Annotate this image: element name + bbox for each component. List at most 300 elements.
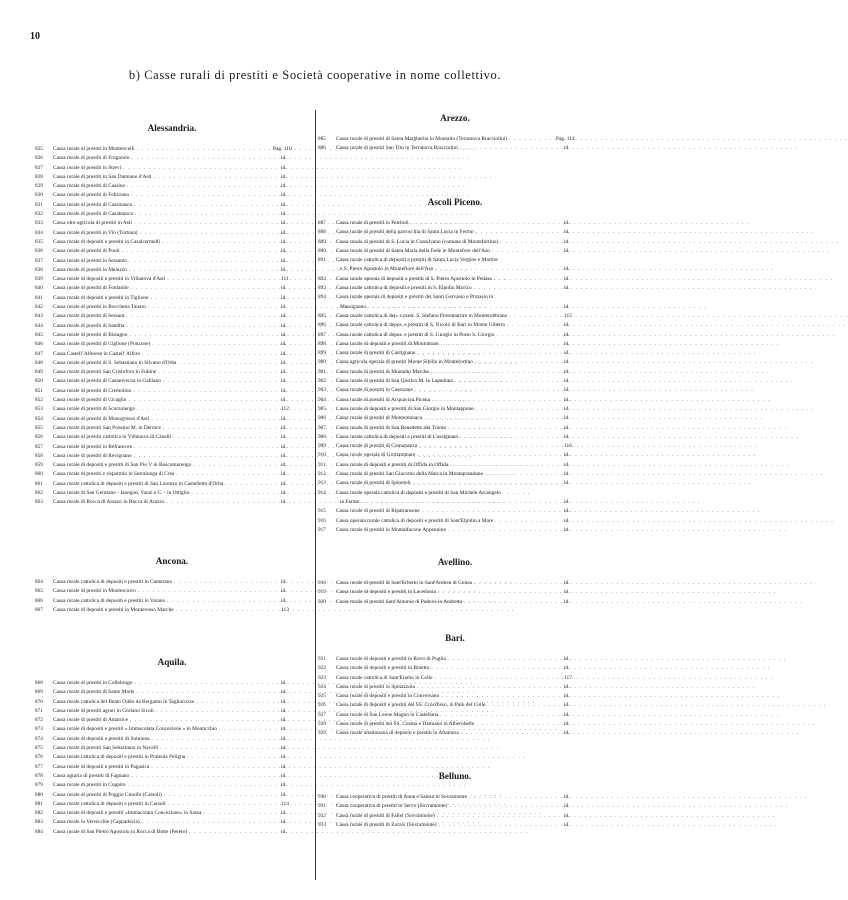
entry-page-ref: id. [564,145,570,152]
entry-page-ref: 114 [281,800,289,807]
entry-text: Cassa rurale di prestiti di Acquaviva Picena [336,396,431,403]
entry-text: Cassa rurale cattolica di depos. e prestiti di S. Giorgio in Porto S. Giorgio [336,331,495,338]
entry-text: Cassa rurale cattolica di depositi e prestiti di Santa Lucia Vergine e Martire [336,257,498,264]
entry-page-ref: id. [281,378,287,385]
entry-number: 922 [318,665,326,672]
entry-page-ref: id. [281,434,287,441]
entry-row [318,683,580,692]
entry-text: Cassa rurale di depositi e prestiti di Offida in Offida [336,461,449,468]
leader-dots [494,275,562,284]
leader-dots [123,164,279,173]
entry-page-ref: id. [281,304,287,311]
entry-row [35,698,297,707]
entry-text: Cassa rurale di prestiti San Cristoforo in Fubine [53,369,157,376]
entry-text: Cassa rurale di prestiti di Sandita [53,322,125,329]
entry-row [35,154,297,163]
entry-page-ref: id. [564,711,570,718]
leader-dots [134,443,279,452]
entry-page-ref: id. [281,745,287,752]
entry-text: Cassa rurale di prestiti di Fontanile [53,285,129,292]
entry-text: Cassa rurale di prestiti di S. Sebastiano in Silvano d'Orba [53,359,177,366]
entry-text: Cassa rurale di prestiti di Cassine [53,183,126,190]
entry-page-ref: id. [564,721,570,728]
entry-row [35,791,297,800]
leader-dots [163,377,279,386]
entry-number: 832 [35,211,43,218]
leader-dots [362,498,562,507]
entry-number: 861 [35,480,43,487]
entry-row [318,442,580,451]
entry-page-ref: id. [281,471,287,478]
entry-number: 910 [318,452,326,459]
leader-dots [137,145,271,154]
entry-text: Cassa rurale di prestiti in Sessamo [53,257,128,264]
entry-list [35,679,297,837]
entry-number: 838 [35,266,43,273]
entry-page-ref: id. [281,192,287,199]
entry-text: Cassa rurale di depositi e prestiti in Casalcermelli [53,238,161,245]
entry-row [35,725,297,734]
entry-number: 862 [35,489,43,496]
entry-page-ref: 112 [281,406,289,413]
entry-page-ref: id. [281,173,287,180]
leader-dots [474,284,562,293]
entry-page-ref: id. [564,693,570,700]
entry-number: 859 [35,462,43,469]
entry-page-ref: id. [281,579,287,585]
section-heading: Arezzo. [440,113,470,123]
entry-number: 893 [318,285,326,292]
leader-dots [167,498,279,507]
entry-row [318,588,580,597]
leader-dots [497,331,562,340]
leader-dots [461,729,562,738]
entry-text: Cassa rurale di prestiti di Poggio Cinolfo (Carsoli) [53,791,162,798]
leader-dots [225,480,279,489]
entry-text: Cassa rurale di prestiti di Felizzano [53,192,130,199]
leader-dots [431,368,562,377]
entry-text: Cassa rurale di prestiti di Montalto Marche [336,368,429,375]
entry-number: 858 [35,452,43,459]
entry-row [318,720,580,729]
entry-page-ref: id. [281,155,287,162]
entry-number: 924 [318,683,326,690]
entry-page-ref: id. [564,821,570,828]
leader-dots [126,322,279,331]
leader-dots [475,358,562,367]
entry-page-ref: id. [281,782,287,789]
leader-dots [167,597,279,606]
leader-dots [160,744,279,753]
entry-row [35,257,297,266]
leader-dots [137,405,279,414]
entry-number: 837 [35,257,43,264]
entry-row [318,461,580,470]
entry-text: Cassa rurale di prestiti in San Damiano d'Asti [53,173,152,180]
entry-number: 863 [35,499,43,506]
entry-text: Cassa rurale operaia di Grottammare [336,452,416,459]
entry-page-ref: id. [564,683,570,690]
entry-text: Cassa rurale di depositi e prestiti in Binetto [336,665,430,672]
entry-row [35,201,297,210]
entry-number: 917 [318,526,326,533]
entry-text: Cassa rurale cattolica di depositi e prestiti di San Lorenzo in Castelletto d'Orba [53,480,224,487]
entry-row [318,340,580,349]
entry-row [318,655,580,664]
entry-row [35,275,297,284]
entry-text: Cassa rurale cattolica di depositi e prestiti in Prateola Peligna [53,754,186,761]
entry-row [35,247,297,256]
entry-page-ref: id. [281,359,287,366]
leader-dots [460,433,562,442]
section-heading: Avellino. [437,557,473,567]
entry-number: 908 [318,433,326,440]
entry-page-ref: id. [281,350,287,357]
entry-text: Cassa rurale di prestiti di Montemonaco [336,415,423,422]
entry-row [35,359,297,368]
entry-text: Cassa rurale di prestiti in Refrancore [53,443,133,450]
leader-dots [167,275,279,284]
entry-number: 860 [35,471,43,478]
leader-dots [487,701,562,710]
entry-page-ref: id. [281,164,287,171]
entry-row [318,674,580,683]
leader-dots [156,707,279,716]
entry-text: Cassa rurale di prestiti di Cremolino [53,387,132,394]
leader-dots [130,716,279,725]
entry-number: 873 [35,726,43,733]
entry-number: 907 [318,424,326,431]
entry-row [35,498,297,507]
entry-row [35,387,297,396]
entry-text: in Fermo [340,498,360,505]
entry-number: 932 [318,812,326,819]
entry-text: Cassa rurale di San Pietro Apostolo in Rocca di Botte (Pereto) [53,828,188,835]
entry-row [318,265,580,274]
leader-dots [438,588,562,597]
entry-text: Cassa rurale di prestiti di Revignano [53,452,132,459]
leader-dots [460,144,562,153]
entry-number: 855 [35,424,43,431]
entry-row [318,692,580,701]
entry-page-ref: id. [564,266,570,273]
section-heading: Ascoli Piceno. [427,197,483,207]
entry-page-ref: id. [564,433,570,440]
leader-dots [176,470,279,479]
entry-page-ref: id. [564,480,570,487]
entry-text: Cassa rurale di prestiti in Coppito [53,782,126,789]
entry-text: Cassa rurale in Verrecchie (Cappadocia) [53,819,140,826]
entry-page-ref: 116 [564,443,572,450]
entry-number: 847 [35,350,43,357]
leader-dots [418,349,563,358]
section-ancona [35,556,297,615]
entry-number: 920 [318,598,326,605]
leader-dots [151,415,279,424]
entry-page-ref: id. [281,735,287,742]
entry-page-ref: id. [564,665,570,672]
entry-row [318,377,580,386]
entry-page-ref: id. [564,405,570,412]
entry-text: Cassa rurale di prestiti agrari in Goriano Sicoli [53,707,154,714]
entry-row [318,451,580,460]
leader-dots [509,312,562,321]
leader-dots [509,135,554,144]
entry-page-ref: id. [281,443,287,450]
entry-number: 866 [35,597,43,604]
entry-number: 833 [35,220,43,227]
entry-page-ref: id. [564,275,570,282]
entry-row [35,716,297,725]
entry-number: 882 [35,810,43,817]
entry-row [35,294,297,303]
entry-number: 854 [35,415,43,422]
entry-number: 839 [35,276,43,283]
leader-dots [151,763,279,772]
entry-page-ref: id. [281,597,287,604]
entry-page-ref: id. [281,707,287,714]
entry-row [318,701,580,710]
entry-row [318,396,580,405]
entry-number: 918 [318,580,326,586]
entry-row [35,229,297,238]
entry-text: Cassa rurale di prestiti in Rocchetta Tanaro [53,304,146,311]
entry-text: Cassa rurale di prestiti di Amatrice [53,717,128,724]
entry-text: Cassa rurale di prestiti di Pouti [53,248,120,255]
section-heading: Alessandria. [147,123,197,133]
entry-page-ref: 113 [281,606,289,613]
entry-row [35,340,297,349]
leader-dots [413,479,562,488]
entry-text: Cassa rurale di depositi e prestiti in Lacedonia [336,589,436,596]
entry-number: 913 [318,480,326,487]
entry-number: 850 [35,378,43,385]
entry-text: Cassa rurale di depositi e prestiti di Sulmona [53,735,150,742]
leader-dots [368,303,562,312]
entry-row [35,396,297,405]
entry-row [318,303,580,312]
entry-number: 840 [35,285,43,292]
entry-row [318,526,580,535]
entry-number: 899 [318,350,326,357]
entry-text: Cassa rurale cattolica del Beato Oddo da Bergamo in Tagliacozzo [53,698,195,705]
leader-dots [189,828,279,837]
leader-dots [178,359,279,368]
entry-list [318,219,580,535]
entry-row [318,275,580,284]
section-alessandria [35,123,297,508]
entry-text: Cassa rurale di prestiti di San Quirico M. in Lapedona [336,378,453,385]
entry-row [35,688,297,697]
entry-page-ref: id. [281,257,287,264]
page-number: 10 [30,31,40,42]
entry-number: 880 [35,791,43,798]
entry-page-ref: id. [564,220,570,226]
entry-page-ref: id. [564,350,570,357]
leader-dots [417,683,562,692]
entry-text: Cassa rurale di prestiti in Montalfacone Appennino [336,526,447,533]
entry-row [35,443,297,452]
entry-page-ref: id. [564,452,570,459]
entry-row [318,479,580,488]
entry-row [318,331,580,340]
entry-page-ref: id. [564,498,570,505]
entry-page-ref: id. [281,772,287,779]
entry-number: 848 [35,359,43,366]
entry-row [35,763,297,772]
leader-dots [152,340,279,349]
entry-text: Cassa rurale di prestiti e risparmio in Serralunga di Crea [53,471,175,478]
entry-row [35,744,297,753]
entry-text: Cassa rurale di prestiti di Castanvecna in Galliano [53,378,161,385]
entry-row [35,800,297,809]
entry-row [35,461,297,470]
entry-text: Cassa rurale di prestiti in Collebrugo [53,680,133,686]
entry-number: 830 [35,192,43,199]
entry-row [35,238,297,247]
leader-dots [140,229,279,238]
entry-row [35,219,297,228]
entry-text: Cassa rurale cattolica di depos. e prestiti di S. Nicolò di Bari in Monte Giberto [336,322,506,329]
entry-row [318,507,580,516]
entry-text: Cassa rurale di prestiti di Cassinasco [53,201,133,208]
entry-row [318,498,580,507]
entry-page-ref: id. [564,424,570,431]
entry-text: e S. Pietro Apostolo in Montefiore dell'Aso [340,266,434,273]
leader-dots [435,265,562,274]
entry-page-ref: id. [564,589,570,596]
entry-page-ref: id. [281,387,287,394]
entry-text: Cassa rurale di prestiti di Spinetoli [336,480,411,487]
leader-dots [434,674,562,683]
entry-text: Cassa otto-agricola di prestiti in Asti [53,220,132,227]
entry-number: 926 [318,702,326,709]
entry-text: Cassa rurale di prestiti di Faller (Sovramonte) [336,812,435,819]
leader-dots [441,692,562,701]
entry-text: Cassa rurale di prestiti di Zorzoi (Sovramonte) [336,821,437,828]
entry-page-ref: id. [564,359,570,366]
entry-row [318,256,580,265]
entry-row [318,144,580,153]
entry-text: Cassa rurale di prestiti in Melazzo [53,266,127,273]
entry-number: 876 [35,754,43,761]
entry-number: 853 [35,406,43,413]
entry-text: Cassa rurale di prestiti in Montescurro [53,588,136,595]
entry-row [318,489,580,498]
entry-number: 896 [318,322,326,329]
leader-dots [439,821,562,830]
entry-page-ref: id. [281,220,287,227]
entry-row [318,424,580,433]
entry-list [318,655,580,739]
entry-text: Cassa rurale di prestiti di Monogrosso d'Asti [53,415,150,422]
entry-number: 927 [318,711,326,718]
entry-row [35,433,297,442]
entry-page-ref: id. [564,517,570,524]
entry-number: 929 [318,730,326,737]
entry-text: Cassa Castell' Alferese in Castell' Alfero [53,350,141,357]
entry-number: 843 [35,313,43,320]
entry-text: Cassa rurale di depositi e prestiti in Villanova d'Asti [53,276,166,283]
leader-dots [122,247,279,256]
leader-dots [148,303,279,312]
leader-dots [419,442,562,451]
entry-row [35,828,297,837]
entry-number: 895 [318,312,326,319]
leader-dots [448,424,562,433]
entry-number: 900 [318,359,326,366]
leader-dots [469,793,562,802]
entry-text: Cassa rurale di prestiti di Santa Maria della Fede in Montefore dell'Aso [336,247,490,254]
entry-page-ref: id. [281,480,287,487]
entry-row [35,405,297,414]
leader-dots [131,191,279,200]
entry-page-ref: id. [564,368,570,375]
entry-row [318,821,580,830]
entry-page-ref: id. [564,340,570,347]
entry-list [35,578,297,615]
entry-text: Cassa rurale di depositi e prestiti in Monterosso Marche [53,606,174,613]
entry-page-ref: id. [281,499,287,506]
entry-page-ref: id. [281,331,287,338]
entry-text: Cassa agricola operaia di prestiti Monte Sibilla in Montefortino [336,359,473,366]
entry-page-ref: id. [564,331,570,338]
entry-row [35,182,297,191]
entry-row [318,802,580,811]
entry-text: Cassa rurale di prestiti in Monbercelli [53,146,135,152]
entry-row [35,753,297,762]
entry-text: Cassa cooperativa di prestiti in Servo (Sovramonte) [336,803,448,810]
entry-row [35,735,297,744]
entry-row [35,597,297,606]
leader-dots [142,818,279,827]
leader-dots [153,173,279,182]
entry-page-ref: id. [281,819,287,826]
leader-dots [131,772,279,781]
entry-number: 912 [318,471,326,478]
entry-number: 901 [318,368,326,375]
leader-dots [455,377,562,386]
entry-number: 897 [318,331,326,338]
section-avellino [318,557,580,607]
entry-row [35,606,297,615]
entry-row [35,284,297,293]
entry-number: 845 [35,331,43,338]
entry-row [318,470,580,479]
entry-row [35,350,297,359]
entry-page-ref: id. [564,702,570,709]
entry-list [318,793,580,830]
entry-row [35,772,297,781]
leader-dots [507,321,562,330]
entry-text: Cassa rurale di depositi e prestiti in Conversano [336,693,440,700]
entry-row [318,812,580,821]
leader-dots [187,753,279,762]
section-belluno [318,771,580,830]
leader-dots [152,735,279,744]
entry-text: Cassa rurale di prestiti San Ponsino M. in Dernice [53,424,161,431]
leader-dots [134,219,279,228]
entry-row [318,579,580,588]
leader-dots [495,517,562,526]
entry-list [318,135,580,154]
entry-number: 888 [318,229,326,236]
entry-text: Cassa rurale di prestiti di Ciglione (Ponzone) [53,341,151,348]
entry-text: Cassa rurale di San Leone Magno in Castellana [336,711,439,718]
entry-number: 827 [35,164,43,171]
entry-page-ref: id. [564,415,570,422]
entry-page-ref: id. [281,238,287,245]
